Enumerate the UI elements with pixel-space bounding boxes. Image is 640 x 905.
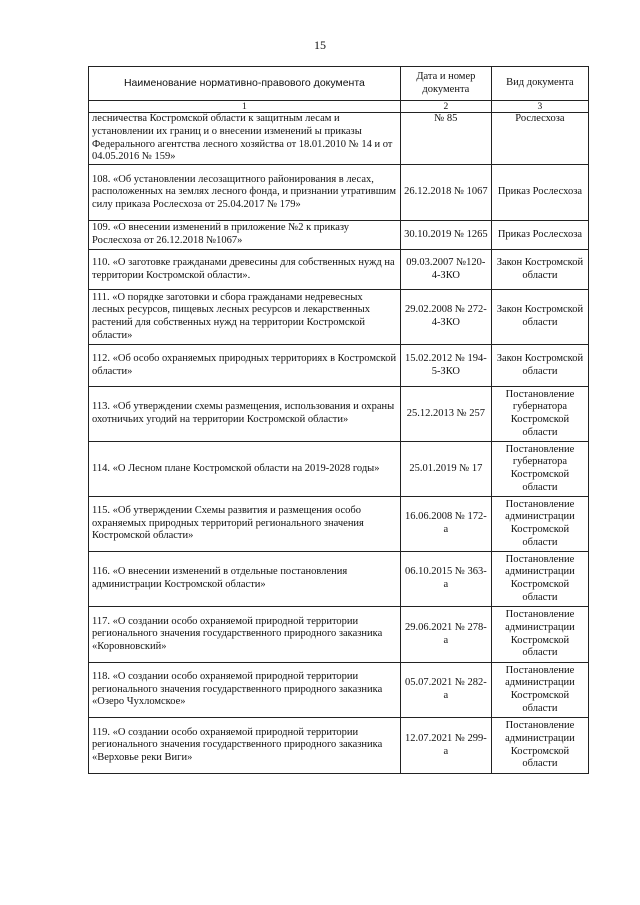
document-date: 29.06.2021 № 278-а (400, 607, 491, 663)
column-number: 3 (491, 101, 588, 113)
table-row (89, 345, 589, 387)
document-type: Закон Костромской области (491, 250, 588, 290)
document-date: 09.03.2007 №120-4-ЗКО (400, 250, 491, 290)
table-row (89, 250, 589, 290)
document-date: 06.10.2015 № 363-а (400, 552, 491, 607)
regulatory-documents-table (88, 66, 589, 774)
document-type: Приказ Рослесхоза (491, 221, 588, 250)
document-type: Постановление администрации Костромской области (491, 718, 588, 774)
document-type: Постановление администрации Костромской области (491, 552, 588, 607)
document-name: 108. «Об установлении лесозащитного районирования в лесах, расположенных на землях лесного фонда, и признании утратившим силу приказа Рослесхоза от 25.04.2017 № 179» (89, 165, 401, 221)
document-date: 25.01.2019 № 17 (400, 442, 491, 497)
document-type: Закон Костромской области (491, 345, 588, 387)
document-type: Приказ Рослесхоза (491, 165, 588, 221)
document-date: № 85 (400, 113, 491, 165)
table-row (89, 387, 589, 442)
document-name: 113. «Об утверждении схемы размещения, использования и охраны охотничьих угодий на территории Костромской области» (89, 387, 401, 442)
document-date: 29.02.2008 № 272-4-ЗКО (400, 290, 491, 345)
column-numbers-row (89, 101, 589, 113)
document-date: 05.07.2021 № 282-а (400, 663, 491, 718)
document-date: 30.10.2019 № 1265 (400, 221, 491, 250)
document-name: 119. «О создании особо охраняемой природной территории регионального значения государственного природного заказника «Верховье реки Виги» (89, 718, 401, 774)
table-row (89, 165, 589, 221)
document-name: лесничества Костромской области к защитным лесам и установлении их границ и о внесении изменений ы приказы Федерального агентства лесного хозяйства от 18.01.2010 № 14 и от 04.05.2016 № 159» (89, 113, 401, 165)
table-row (89, 663, 589, 718)
table-row (89, 221, 589, 250)
table-row (89, 607, 589, 663)
document-name: 117. «О создании особо охраняемой природной территории регионального значения государственного природного заказника «Коровновский» (89, 607, 401, 663)
document-date: 26.12.2018 № 1067 (400, 165, 491, 221)
table-row (89, 497, 589, 552)
document-name: 115. «Об утверждении Схемы развития и размещения особо охраняемых природных территорий регионального значения Костромской области» (89, 497, 401, 552)
table-row (89, 718, 589, 774)
document-name: 114. «О Лесном плане Костромской области на 2019-2028 годы» (89, 442, 401, 497)
header-document-type: Вид документа (491, 67, 588, 101)
table-row (89, 442, 589, 497)
table-row (89, 552, 589, 607)
document-name: 116. «О внесении изменений в отдельные постановления администрации Костромской области» (89, 552, 401, 607)
column-number: 2 (400, 101, 491, 113)
column-number: 1 (89, 101, 401, 113)
document-name: 110. «О заготовке гражданами древесины для собственных нужд на территории Костромской области». (89, 250, 401, 290)
document-date: 16.06.2008 № 172-а (400, 497, 491, 552)
document-date: 25.12.2013 № 257 (400, 387, 491, 442)
document-name: 118. «О создании особо охраняемой природной территории регионального значения государственного природного заказника «Озеро Чухломское» (89, 663, 401, 718)
table-header-row (89, 67, 589, 101)
document-type: Рослесхоза (491, 113, 588, 165)
document-type: Постановление губернатора Костромской области (491, 442, 588, 497)
document-type: Постановление администрации Костромской области (491, 497, 588, 552)
document-type: Постановление губернатора Костромской области (491, 387, 588, 442)
document-name: 112. «Об особо охраняемых природных территориях в Костромской области» (89, 345, 401, 387)
document-date: 12.07.2021 № 299-а (400, 718, 491, 774)
document-type: Закон Костромской области (491, 290, 588, 345)
document-type: Постановление администрации Костромской области (491, 663, 588, 718)
page-number: 15 (314, 38, 326, 52)
header-document-name: Наименование нормативно-правового документа (89, 67, 401, 101)
table-row (89, 290, 589, 345)
table-row (89, 113, 589, 165)
document-date: 15.02.2012 № 194-5-ЗКО (400, 345, 491, 387)
document-name: 109. «О внесении изменений в приложение №2 к приказу Рослесхоза от 26.12.2018 №1067» (89, 221, 401, 250)
document-name: 111. «О порядке заготовки и сбора гражданами недревесных лесных ресурсов, пищевых лесных ресурсов и лекарственных растений для собственных нужд на территории Костромской области» (89, 290, 401, 345)
header-date-number: Дата и номер документа (400, 67, 491, 101)
document-type: Постановление администрации Костромской области (491, 607, 588, 663)
